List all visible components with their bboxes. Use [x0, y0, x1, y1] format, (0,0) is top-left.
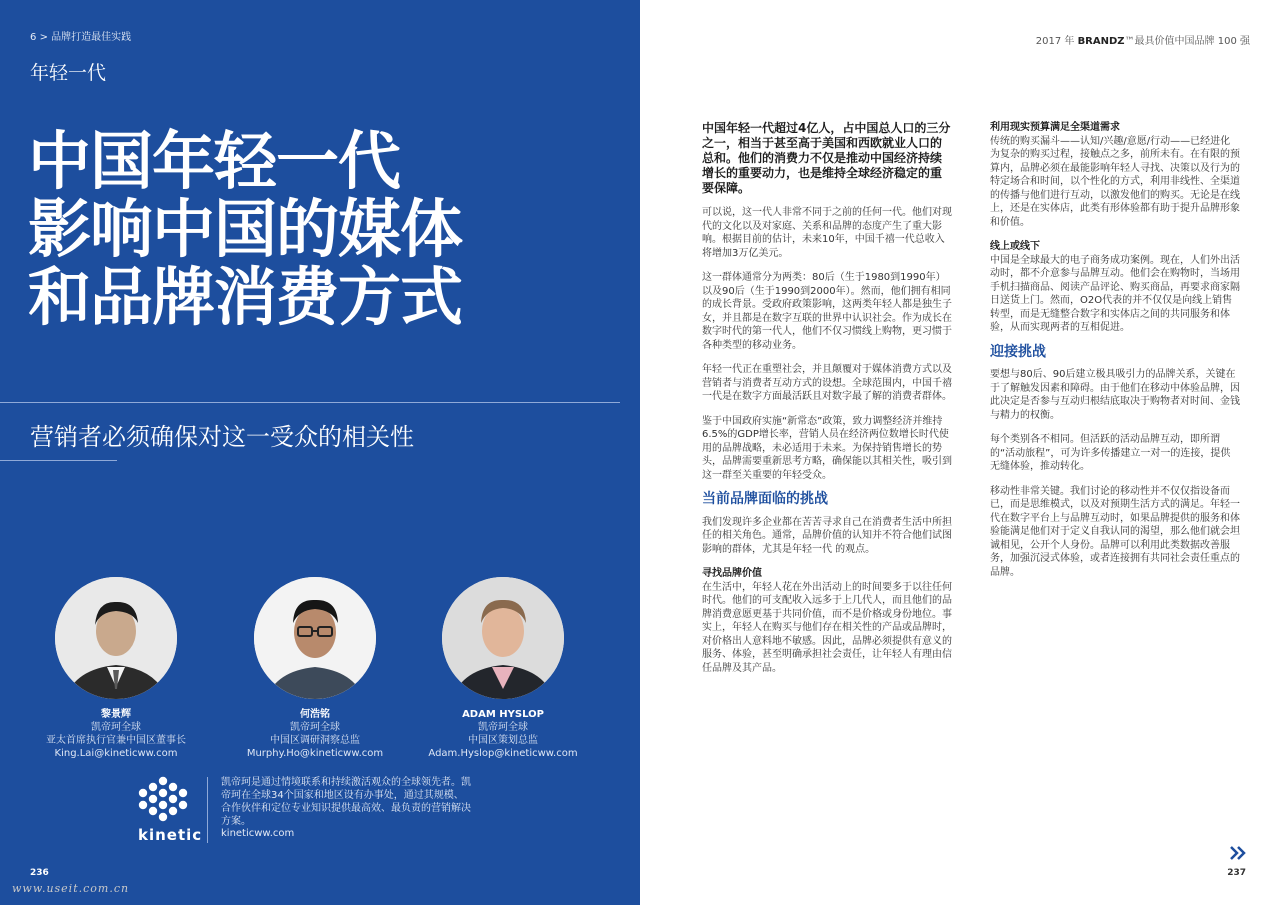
- body-paragraph: 这一群体通常分为两类：80后（生于1980到1990年）以及90后（生于1990到2000年）。然而，他们拥有相同的成长背景。受政府政策影响，这两类年轻人都是独生子女，并且都是在数字互联的世界中认识社会。作为成长在数字时代的第一代人，他们不仅习惯线上购物，更习惯于各种类型的移动业务。: [702, 272, 952, 351]
- section-tag: 年轻一代: [30, 62, 107, 84]
- portrait-photo-3: [442, 577, 564, 699]
- header-section-title: 品牌打造最佳实践: [51, 32, 132, 43]
- company-website-link[interactable]: kineticww.com: [221, 828, 295, 839]
- divider-bottom: [0, 460, 117, 461]
- person-card-2: [220, 708, 410, 760]
- header-year: 2017 年: [1035, 36, 1075, 47]
- title-line-2: 影响中国的媒体: [28, 193, 462, 266]
- header-page-marker: 6: [30, 32, 37, 43]
- body-paragraph: 鉴于中国政府实施“新常态”政策，致力调整经济并维持6.5%的GDP增长率，营销人员在经济两位数增长时代使用的品牌战略，未必适用于未来。为保持销售增长的势头，品牌需要重新思考方略，确保能以其相关性，吸引到这一群至关重要的年轻受众。: [702, 415, 952, 481]
- body-paragraph: 每个类别各不相同。但活跃的活动品牌互动，即所谓的“活动旅程”，可为许多传播建立一对一的连接，提供无缝体验，推动转化。: [990, 434, 1231, 472]
- page-number-right: 237: [1227, 868, 1246, 878]
- section-heading: 当前品牌面临的挑战: [702, 491, 828, 507]
- page-number-left: 236: [30, 868, 49, 878]
- lead-paragraph: 中国年轻一代超过4亿人，占中国总人口的三分之一，相当于甚至高于美国和西欧就业人口的总和。他们的消费力不仅是推动中国经济持续增长的重要动力，也是维持全球经济稳定的重要保障。: [702, 121, 951, 195]
- header-brand: BRANDZ: [1077, 36, 1125, 47]
- subsection-heading: 寻找品牌价值: [702, 568, 762, 579]
- watermark: www.useit.com.cn: [12, 882, 130, 895]
- text-column-1: [702, 121, 952, 686]
- divider-top: [0, 402, 620, 403]
- right-page: [640, 0, 1280, 905]
- person-card-1: [21, 708, 211, 760]
- person-role: 中国区策划总监: [468, 735, 538, 746]
- body-paragraph: 在生活中，年轻人花在外出活动上的时间要多于以往任何时代。他们的可支配收入远多于上几代人，而且他们的品牌消费意愿更基于共同价值，而不是价格或身份地位。事实上，年轻人在购买与他们存在相关性的产品或品牌时，对价格出人意料地不敏感。因此，品牌必须提供有意义的服务、体验，甚至明确承担社会责任，让年轻人有理由信任品牌及其产品。: [702, 581, 952, 674]
- person-company: 凯帝珂全球: [290, 722, 340, 733]
- body-paragraph: 传统的购买漏斗——认知/兴趣/意愿/行动——已经进化为复杂的购买过程，接触点之多，前所未有。在有限的预算内，品牌必须在最能影响年轻人寻找、决策以及行为的特定场合和时间，以个性化的方式，利用非线性、全渠道的传播与他们进行互动，以激发他们的购买。无论是在线上，还是在实体店，此类有形体验都有助于提升品牌形象和价值。: [990, 135, 1240, 228]
- article-subtitle: 营销者必须确保对这一受众的相关性: [30, 423, 414, 451]
- person-card-3: [408, 708, 598, 760]
- running-header-right: [1036, 32, 1250, 47]
- body-paragraph: 要想与80后、90后建立极具吸引力的品牌关系，关键在于了解触发因素和障碍。由于他们在移动中体验品牌，因此决定是否参与互动归根结底取决于购物者对时间、金钱与精力的权衡。: [990, 369, 1240, 421]
- body-paragraph: 中国是全球最大的电子商务成功案例。现在，人们外出活动时，都不介意参与品牌互动。他们会在购物时，当场用手机扫描商品、阅读产品评论、购买商品，再要求商家隔日送货上门。然而，O2O代表的并不仅仅是向线上销售转型，而是无缝整合数字和实体店之间的共同服务和体验，从而实现两者的互相促进。: [990, 254, 1240, 333]
- subsection-heading: 线上或线下: [990, 241, 1040, 252]
- person-email[interactable]: King.Lai@kineticww.com: [54, 748, 178, 759]
- person-role: 中国区调研洞察总监: [270, 735, 360, 746]
- person-email[interactable]: Adam.Hyslop@kineticww.com: [428, 748, 578, 759]
- double-chevron-right-icon[interactable]: [1229, 842, 1247, 866]
- running-header-left: [30, 28, 131, 43]
- subsection-heading: 利用现实预算满足全渠道需求: [990, 122, 1120, 133]
- person-role: 亚太首席执行官兼中国区董事长: [46, 735, 186, 746]
- header-report-title: ™最具价值中国品牌 100 强: [1124, 36, 1250, 47]
- body-paragraph: 年轻一代正在重塑社会，并且颠覆对于媒体消费方式以及营销者与消费者互动方式的设想。全球范围内，中国千禧一代是在数字方面最活跃且对数字最了解的消费者群体。: [702, 364, 952, 402]
- logo-divider: [207, 777, 208, 843]
- portrait-photo-2: [254, 577, 376, 699]
- logo-wordmark: kinetic: [138, 826, 203, 844]
- section-heading: 迎接挑战: [990, 343, 1046, 360]
- person-name: ADAM HYSLOP: [462, 709, 544, 720]
- body-paragraph: 我们发现许多企业都在苦苦寻求自己在消费者生活中所担任的相关角色。通常，品牌价值的认知并不符合他们试图影响的群体，尤其是年轻一代 的观点。: [702, 516, 952, 555]
- body-paragraph: 可以说，这一代人非常不同于之前的任何一代。他们对现代的文化以及对家庭、关系和品牌的态度产生了重大影响。根据目前的估计，未来10年，中国千禧一代总收入将增加3万亿美元。: [702, 207, 952, 259]
- portrait-photo-1: [55, 577, 177, 699]
- person-company: 凯帝珂全球: [478, 722, 528, 733]
- person-email[interactable]: Murphy.Ho@kineticww.com: [246, 748, 384, 759]
- title-line-1: 中国年轻一代: [28, 125, 400, 198]
- person-company: 凯帝珂全球: [91, 722, 141, 733]
- company-description: 凯帝珂是通过情境联系和持续激活观众的全球领先者。凯帝珂在全球34个国家和地区设有办事处，通过其规模、合作伙伴和定位专业知识提供最高效、最负责的营销解决方案。: [221, 777, 471, 827]
- person-name: 何浩铭: [300, 709, 330, 720]
- title-line-3: 和品牌消费方式: [28, 261, 462, 334]
- text-column-2: [990, 121, 1240, 590]
- header-separator: >: [39, 32, 48, 43]
- person-name: 黎景辉: [101, 709, 131, 720]
- body-paragraph: 移动性非常关键。我们讨论的移动性并不仅仅指设备而已，而是思维模式，以及对预期生活方式的满足。年轻一代在数字平台上与品牌互动时，如果品牌提供的服务和体验能满足他们对于定义自我认同的渴望，那么他们就会坦诚相见，公开个人身份。品牌可以利用此类数据改善服务，加强沉浸式体验，或者连接拥有共同社会责任重点的品牌。: [990, 485, 1240, 578]
- article-title: [28, 125, 462, 334]
